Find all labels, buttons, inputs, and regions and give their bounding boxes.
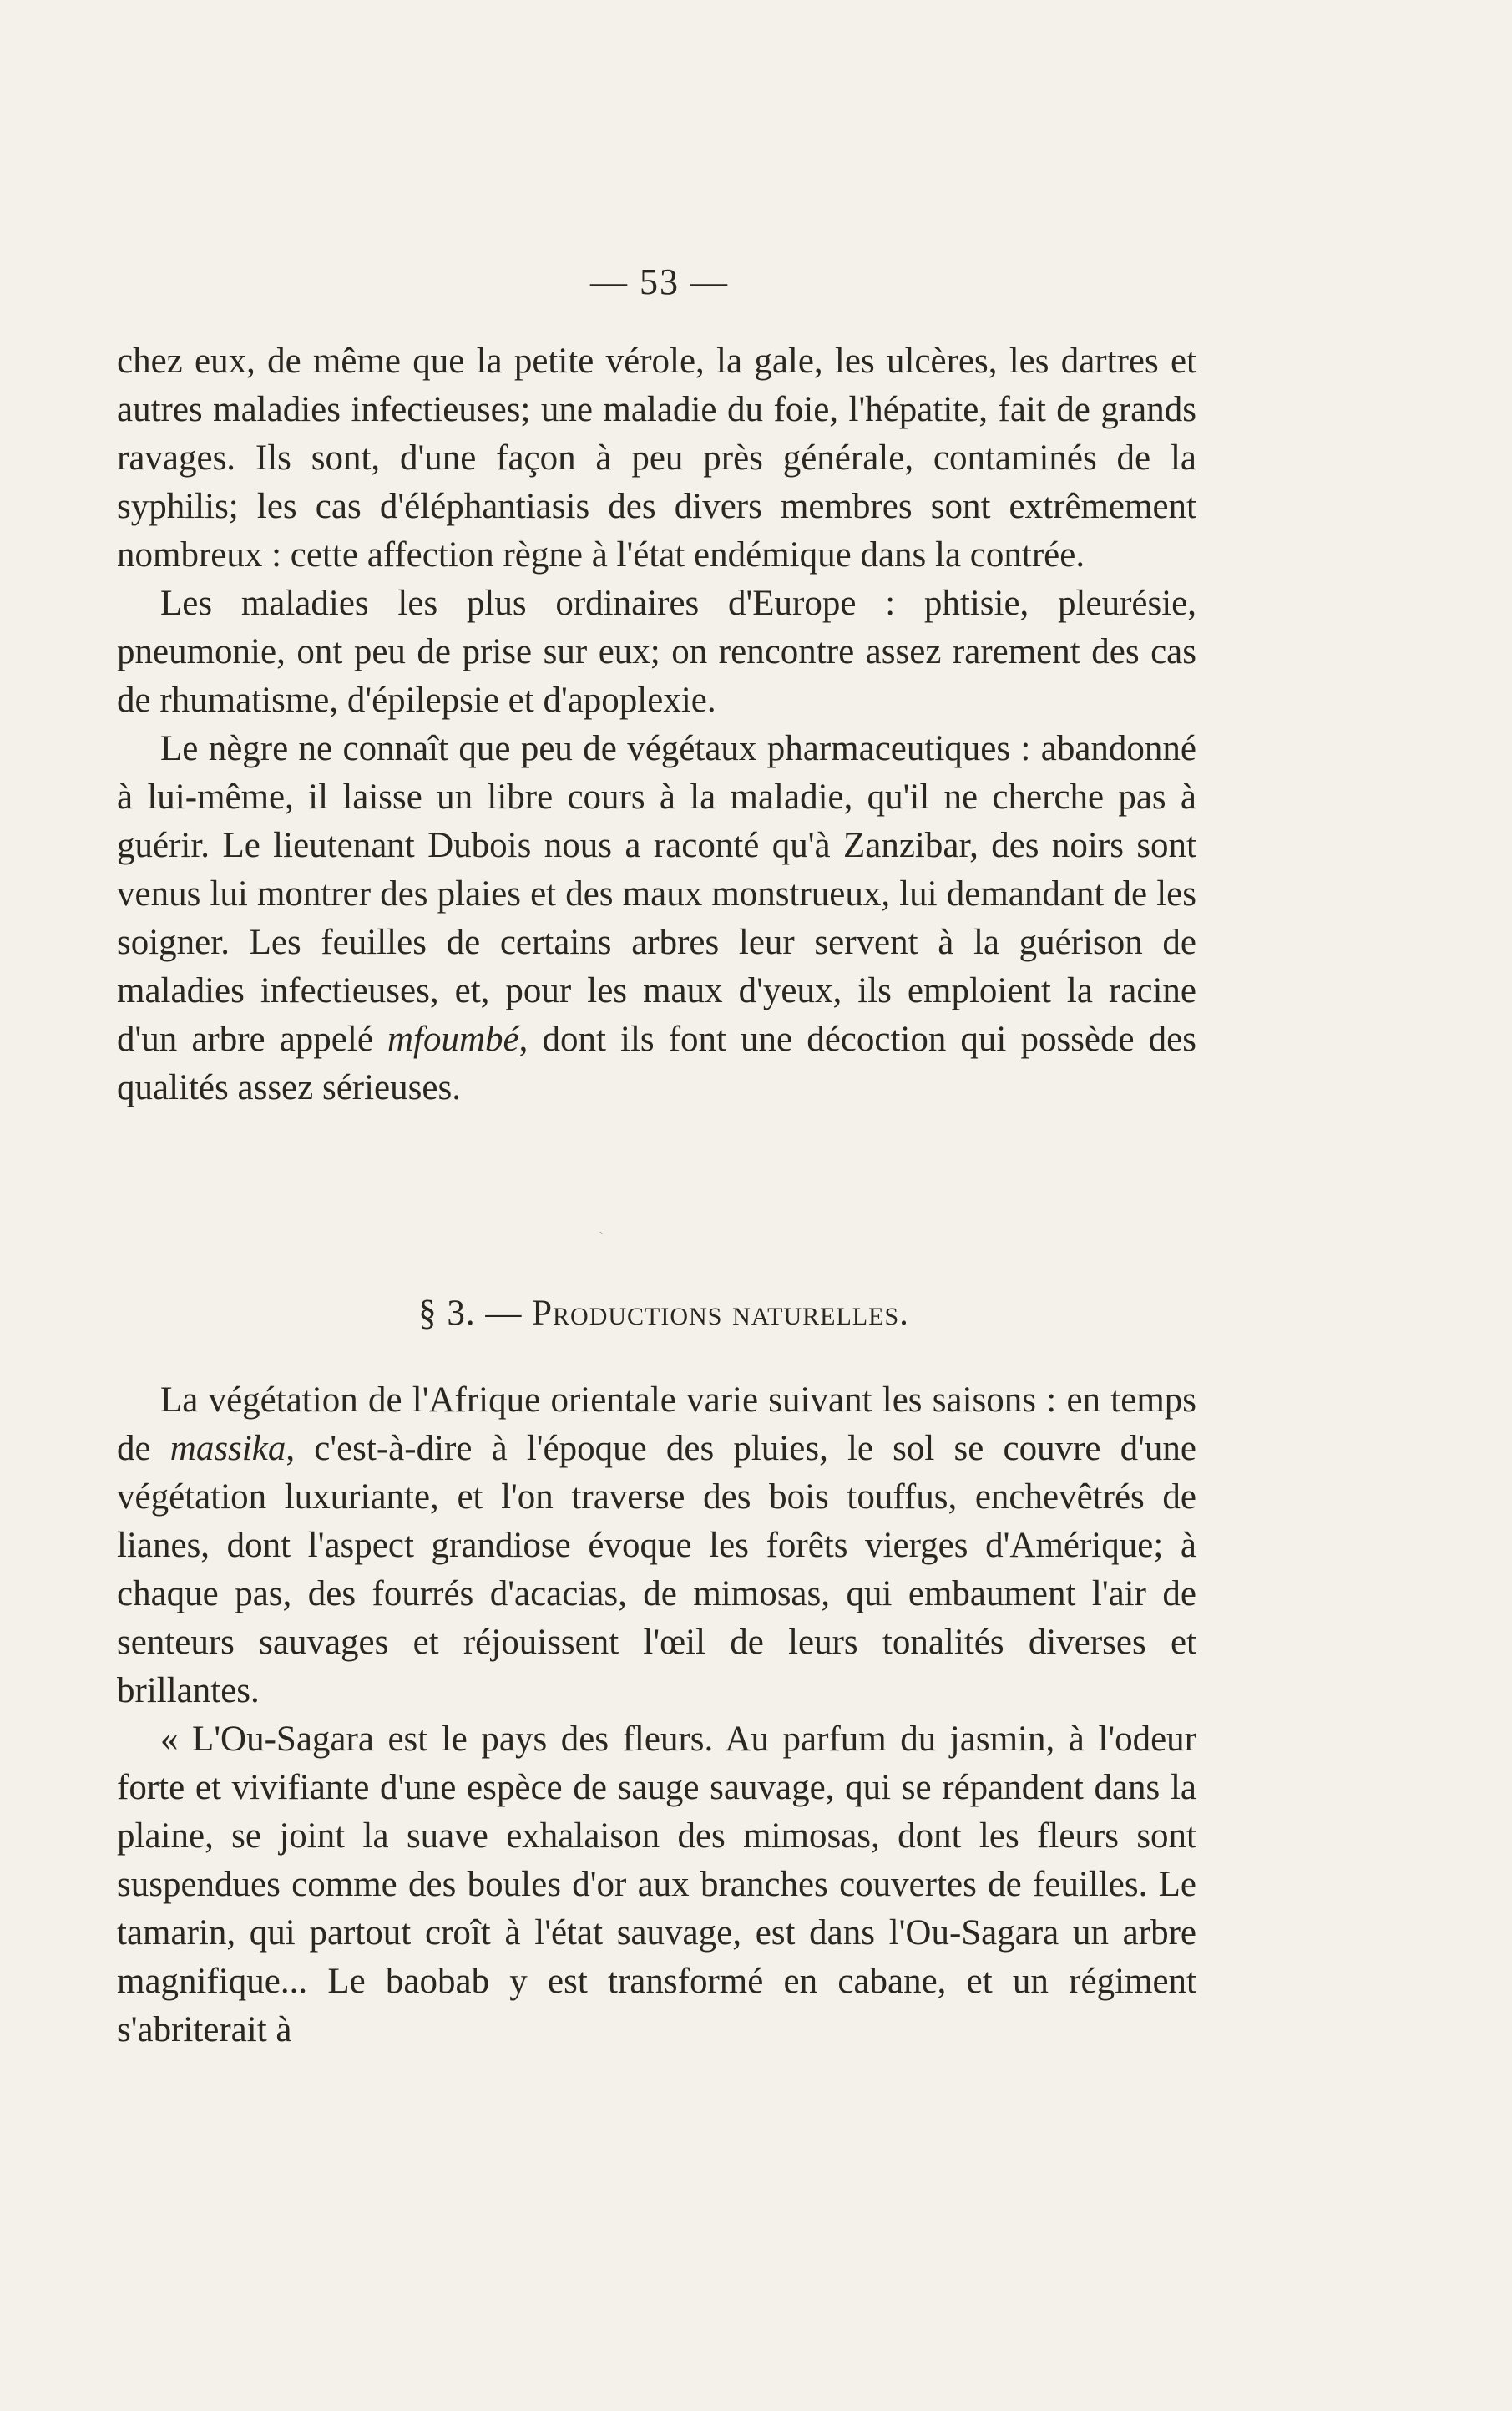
paragraph-text: , dont ils font une décoction qui possède des qualités assez sérieuses. xyxy=(117,1020,1196,1107)
text-block-before-section xyxy=(117,337,1196,1112)
italic-term: mfoumbé xyxy=(387,1020,519,1059)
page-number: — 53 — xyxy=(590,261,729,302)
print-speck: ˋ xyxy=(599,1229,604,1246)
paragraph-ou-sagara: « L'Ou-Sagara est le pays des fleurs. Au parfum du jasmin, à l'odeur forte et vivifiante d'une espèce de sauge sauvage, qui se répandent dans la plaine, se joint la suave exhalaison des mimosas, dont les fleurs sont suspendues comme des boules d'or aux branches couvertes de feuilles. Le tamarin, qui partout croît à l'état sauvage, est dans l'Ou-Sagara un arbre magnifique... Le baobab y est transformé en cabane, et un régiment s'abriterait à xyxy=(117,1720,1196,2049)
paragraph-european-diseases: Les maladies les plus ordinaires d'Europe : phtisie, pleurésie, pneumonie, ont peu de prise sur eux; on rencontre assez rarement des cas de rhumatisme, d'épilepsie et d'apoplexie. xyxy=(117,584,1196,720)
text-block-after-section xyxy=(117,1376,1196,2054)
paragraph-pharmaceutical-plants xyxy=(117,725,1196,1112)
paragraph-diseases-continued: chez eux, de même que la petite vérole, la gale, les ulcères, les dartres et autres maladies infectieuses; une maladie du foie, l'hépatite, fait de grands ravages. Ils sont, d'une façon à peu près générale, contaminés de la syphilis; les cas d'éléphantiasis des divers membres sont extrêmement nombreux : cette affection règne à l'état endémique dans la contrée. xyxy=(117,342,1196,575)
section-title: Productions naturelles. xyxy=(532,1294,909,1333)
italic-term: massika xyxy=(169,1429,286,1468)
paragraph-vegetation xyxy=(117,1376,1196,1715)
paragraph-text: Le nègre ne connaît que peu de végétaux pharmaceutiques : abandonné à lui-même, il laisse un libre cours à la maladie, qu'il ne cherche pas à guérir. Le lieutenant Dubois nous a raconté qu'à Zanzibar, des noirs sont venus lui montrer des plaies et des maux monstrueux, lui demandant de les soigner. Les feuilles de certains arbres leur servent à la guérison de maladies infectieuses, et, pour les maux d'yeux, ils emploient la racine d'un arbre appelé xyxy=(117,729,1196,1059)
paragraph-text: , c'est-à-dire à l'époque des pluies, le sol se couvre d'une végétation luxuriante, et l'on traverse des bois touffus, enchevêtrés de lianes, dont l'aspect grandiose évoque les forêts vierges d'Amérique; à chaque pas, des fourrés d'acacias, de mimosas, qui embaument l'air de senteurs sauvages et réjouissent l'œil de leurs tonalités diverses et brillantes. xyxy=(117,1429,1197,1710)
section-number: § 3. xyxy=(418,1294,476,1333)
section-dash: — xyxy=(485,1294,523,1333)
paragraph-text: La végétation de l'Afrique orientale varie suivant les saisons : en temps de xyxy=(117,1380,1196,1468)
section-heading xyxy=(0,1293,1327,1334)
